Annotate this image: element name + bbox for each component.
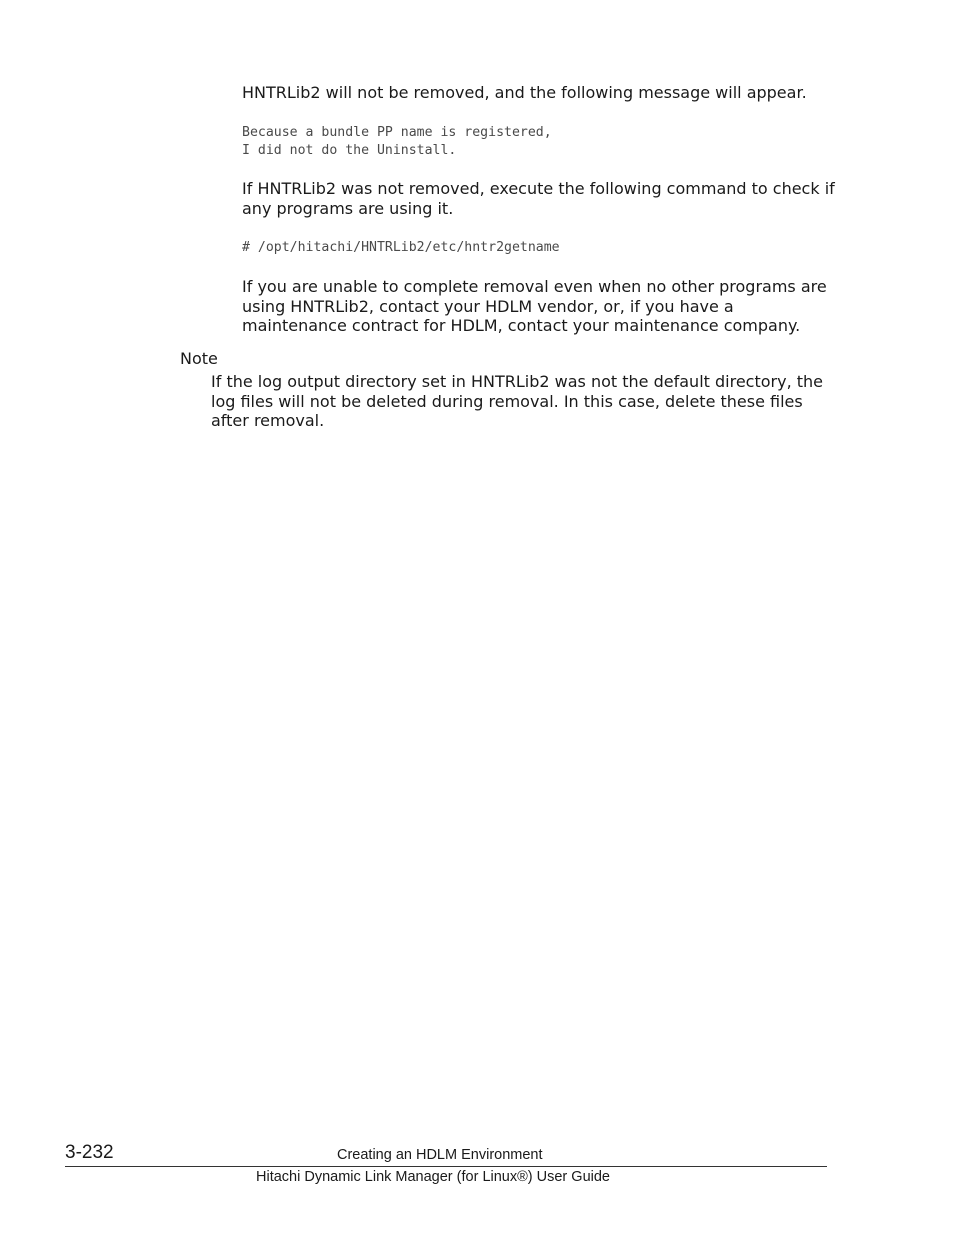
footer-book-title: Hitachi Dynamic Link Manager (for Linux®) User Guide (256, 1169, 610, 1185)
body-paragraph-removal-message: HNTRLib2 will not be removed, and the following message will appear. (242, 83, 807, 102)
code-block-uninstall-message: Because a bundle PP name is registered, I did not do the Uninstall. (242, 125, 552, 158)
footer-section-title: Creating an HDLM Environment (337, 1147, 543, 1163)
code-block-hntr2getname: # /opt/hitachi/HNTRLib2/etc/hntr2getname (242, 240, 560, 255)
body-paragraph-check-command: If HNTRLib2 was not removed, execute the following command to check if any programs are using it. (242, 179, 835, 218)
note-heading: Note (180, 349, 218, 368)
body-paragraph-contact-vendor: If you are unable to complete removal even when no other programs are using HNTRLib2, contact your HDLM vendor, or, if you have a maintenance contract for HDLM, contact your maintenance company. (242, 277, 827, 336)
note-body: If the log output directory set in HNTRLib2 was not the default directory, the log files will not be deleted during removal. In this case, delete these files after removal. (211, 372, 823, 431)
footer-divider (65, 1166, 827, 1167)
footer-page-number: 3-232 (65, 1142, 114, 1163)
